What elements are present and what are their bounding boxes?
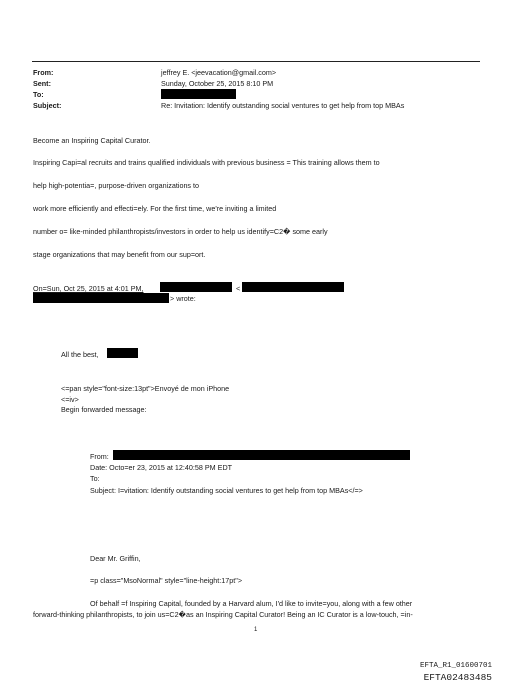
letter-para-1a: Of behalf =f Inspiring Capital, founded by a Harvard alum, I'd like to invite=you, along with a few other <box>90 599 413 608</box>
quote-email-redaction <box>242 282 344 292</box>
quote-name-redaction <box>160 282 232 292</box>
from-label: From: <box>33 68 54 77</box>
sent-value: Sunday, October 25, 2015 8:10 PM <box>161 79 274 88</box>
iv-line: <=iv> <box>61 395 79 404</box>
body-line-2: Inspiring Capi=al recruits and trains qualified individuals with previous business = This training allows them to <box>33 158 380 167</box>
footer-code-1: EFTA_R1_01600701 <box>419 662 492 670</box>
quote-email-redaction-2 <box>33 293 169 303</box>
fwd-date: Date: Octo=er 23, 2015 at 12:40:58 PM EDT <box>90 463 233 472</box>
fwd-from-label: From: <box>90 452 109 461</box>
to-redaction <box>161 89 236 99</box>
footer-code-2: EFTA02483485 <box>423 672 492 683</box>
quote-lt: < <box>236 284 241 293</box>
page-number: 1 <box>254 627 258 633</box>
letter-greeting: Dear Mr. Griffin, <box>90 554 141 563</box>
body-line-5: number o= like-minded philanthropists/investors in order to help us identify=C2� some early <box>33 227 328 236</box>
header-divider <box>32 61 480 62</box>
subject-label: Subject: <box>33 101 62 110</box>
fwd-subject: Subject: I=vitation: Identify outstanding social ventures to get help from top MBAs</=> <box>90 486 363 495</box>
quote-wrote: > wrote: <box>170 294 196 303</box>
quote-on-line: On=Sun, Oct 25, 2015 at 4:01 PM, <box>33 284 144 293</box>
body-line-3: help high-potentia=, purpose-driven organizations to <box>33 181 200 190</box>
fwd-from-redaction <box>113 450 410 460</box>
body-line-1: Become an Inspiring Capital Curator. <box>33 136 151 145</box>
letter-p-class: =p class="MsoNormal" style="line-height:17pt"> <box>90 576 243 585</box>
pan-style-line: <=pan style="font-size:13pt">Envoyé de mon iPhone <box>61 384 230 393</box>
begin-forwarded: Begin forwarded message: <box>61 405 147 414</box>
body-line-6: stage organizations that may benefit from our sup=ort. <box>33 250 206 259</box>
body-line-4: work more efficiently and effecti=ely. For the first time, we're inviting a limited <box>33 204 277 213</box>
from-value: jeffrey E. <jeevacation@gmail.com> <box>161 68 277 77</box>
to-label: To: <box>33 90 44 99</box>
sent-label: Sent: <box>33 79 51 88</box>
signature-redaction <box>107 348 138 358</box>
fwd-to: To: <box>90 474 100 483</box>
letter-para-1b: forward-thinking philanthropists, to join us=C2�as an Inspiring Capital Curator! Being an IC Curator is a low-touch, =in- <box>33 610 413 619</box>
subject-value: Re: Invitation: Identify outstanding social ventures to get help from top MBAs <box>161 101 405 110</box>
all-the-best: All the best, <box>61 350 99 359</box>
